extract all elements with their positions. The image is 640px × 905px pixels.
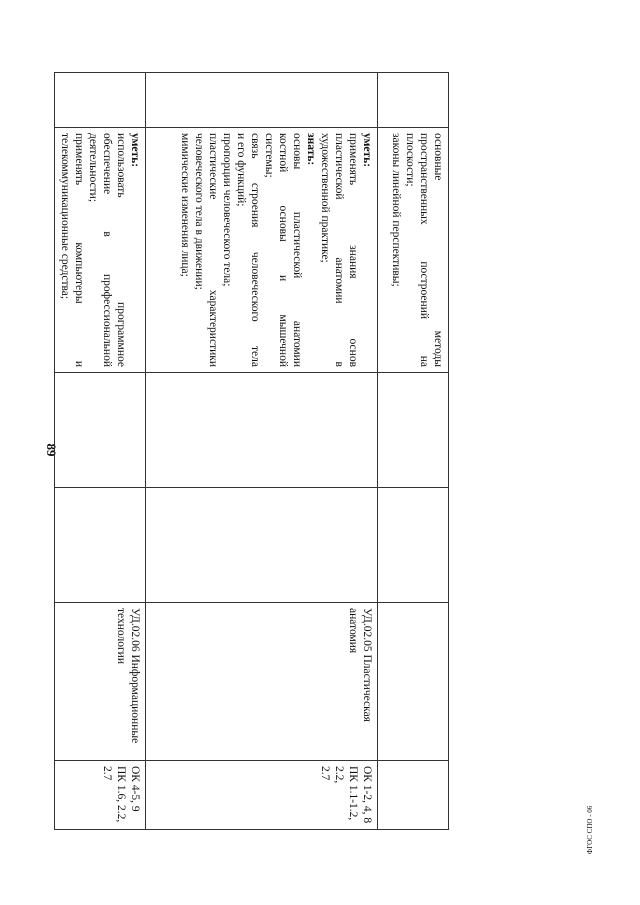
section-label: знать: [305,133,317,166]
discipline-name: УД.02.05 Пластическая анатомия [347,608,373,722]
rotated-table-frame [59,72,449,829]
table-row [378,73,449,830]
content-line: применять знания основ [347,133,359,367]
empty-cell [146,488,378,603]
competency-code: ОК 1-2, 4, 8 [361,766,373,824]
content-line: и его функций; [235,133,247,207]
content-cell [55,128,146,373]
content-line: основные методы [432,133,444,367]
content-line: связь строения человеческого тела [249,133,261,367]
code-cell [55,73,146,128]
competency-code: ОК 4-5, 9 [129,766,141,812]
competency-cell [146,761,378,830]
empty-cell [378,373,449,488]
competency-code: ПК 1.1-1.2, 2.2, [333,766,359,821]
content-line: телекоммуникационные средства; [59,133,71,300]
empty-cell [378,488,449,603]
content-line: человеческого тела в движении; [193,133,205,290]
competency-cell [55,761,146,830]
empty-cell [55,373,146,488]
discipline-name: УД.02.06 Информационные технологии [115,608,141,744]
rotated-table [59,72,449,829]
curriculum-table [54,72,449,830]
content-cell [146,128,378,373]
content-line: системы; [263,133,275,178]
footer-code: ФГОС СПО - 06 [586,805,594,855]
content-cell [378,128,449,373]
content-list [58,133,142,367]
content-line: костной основы и мышечной [277,133,289,367]
content-line: применять компьютеры и [73,133,85,367]
code-cell [146,73,378,128]
content-line: пространственных построений на [418,133,430,367]
competency-code: 2.7 [319,766,331,781]
content-list [178,133,374,367]
empty-cell [55,488,146,603]
discipline-cell [55,603,146,761]
competency-cell [378,761,449,830]
content-line: использовать программное [115,133,127,367]
table-row [146,73,378,830]
discipline-cell [378,603,449,761]
content-list [389,133,445,367]
empty-cell [146,373,378,488]
content-line: пропорции человеческого тела; [221,133,233,287]
code-cell [378,73,449,128]
competency-code: ПК 1.6, 2.2, 2.7 [101,766,127,823]
content-line: художественной практике; [319,133,331,263]
content-line: плоскости; [404,133,416,187]
content-line: мимические изменения лица; [179,133,191,277]
content-line: пластической анатомии в [333,133,345,367]
content-line: основы пластической анатомии [291,133,303,367]
content-line: пластические характеристики [207,133,219,367]
section-label: уметь: [129,133,141,168]
discipline-cell [146,603,378,761]
content-line: деятельности; [87,133,99,203]
table-row [55,73,146,830]
section-label: уметь: [361,133,373,168]
content-line: обеспечение в профессиональной [101,133,113,367]
content-line: законы линейной перспективы; [390,133,402,287]
page-number: 89 [44,443,59,457]
